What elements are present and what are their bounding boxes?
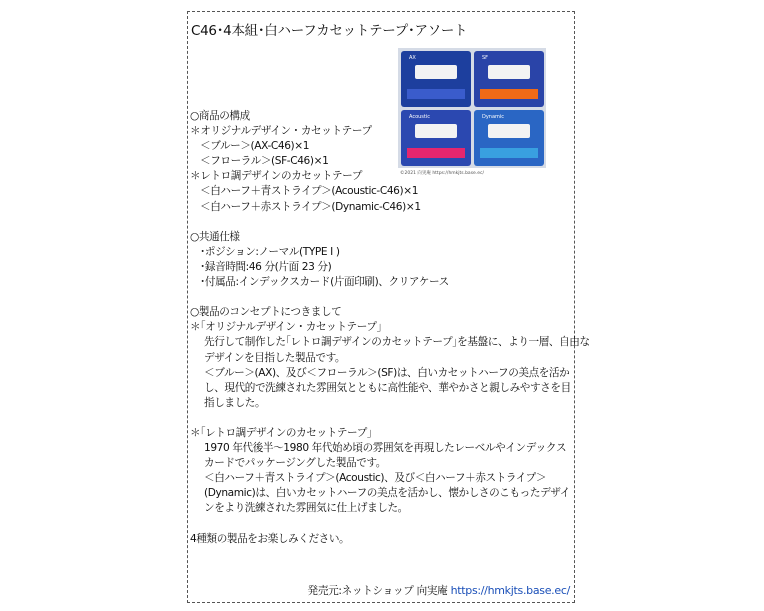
spec-accessories: ･付属品:インデックスカード(片面印刷)、クリアケース bbox=[200, 276, 449, 289]
spec-heading: ○共通仕様 bbox=[190, 230, 240, 243]
concept-retro-line: ＜白ハーフ＋青ストライプ＞(Acoustic)、及び＜白ハーフ＋赤ストライプ＞ bbox=[204, 472, 547, 485]
spec-recording-time: ･録音時間:46 分(片面 23 分) bbox=[200, 260, 332, 273]
spacer bbox=[190, 215, 574, 230]
item-floral: ＜フローラル＞(SF-C46)×1 bbox=[200, 155, 329, 168]
concept-retro-line: (Dynamic)は、白いカセットハーフの美点を活かし、懐かしさのこもったデザイ bbox=[204, 487, 570, 500]
description bbox=[190, 109, 590, 547]
concept-original-line: ＜ブルー＞(AX)、及び＜フローラル＞(SF)は、白いカセットハーフの美点を活か bbox=[204, 366, 570, 379]
seller-name: 発売元:ネットショップ 向実庵 bbox=[307, 585, 448, 597]
cassette-window bbox=[415, 65, 457, 79]
shop-url-link[interactable]: https://hmkjts.base.ec/ bbox=[450, 584, 570, 597]
cassette-label: SF bbox=[482, 55, 489, 61]
cassette-label: Dynamic bbox=[482, 114, 505, 120]
concept-retro-header: ＊｢レトロ調デザインのカセットテープ｣ bbox=[190, 426, 372, 439]
spacer bbox=[190, 290, 574, 305]
cassette-band bbox=[480, 89, 538, 99]
concept-original-line: し、現代的で洗練された雰囲気とともに高性能や、華やかさと親しみやすさを目 bbox=[204, 381, 571, 394]
concept-retro-line: カードでパッケージングした製品です。 bbox=[204, 457, 386, 470]
cassette-label: Acoustic bbox=[409, 114, 431, 120]
cassette-window bbox=[488, 65, 530, 79]
concept-retro-line: ンをより洗練された雰囲気に仕上げました。 bbox=[204, 502, 408, 515]
seller-footer bbox=[308, 583, 570, 598]
item-dynamic: ＜白ハーフ＋赤ストライプ＞(Dynamic-C46)×1 bbox=[200, 200, 421, 213]
item-blue: ＜ブルー＞(AX-C46)×1 bbox=[200, 140, 310, 153]
concept-original-header: ＊｢オリジナルデザイン・カセットテープ｣ bbox=[190, 321, 382, 334]
composition-heading: ○商品の構成 bbox=[190, 110, 250, 122]
spacer bbox=[190, 411, 574, 426]
spacer bbox=[190, 517, 574, 532]
cassette-band bbox=[407, 89, 465, 99]
retro-series-header: ＊レトロ調デザインのカセットテープ bbox=[190, 170, 363, 183]
spec-position: ･ポジション:ノーマル(TYPE I ) bbox=[200, 245, 340, 258]
page-title: C46･4本組･白ハーフカセットテープ･アソート bbox=[191, 23, 468, 39]
concept-retro-line: 1970 年代後半～1980 年代始め頃の雰囲気を再現したレーベルやインデックス bbox=[204, 442, 567, 455]
closing-message: 4種類の製品をお楽しみください。 bbox=[190, 532, 350, 545]
blue-ax-cassette bbox=[401, 51, 471, 107]
product-card bbox=[187, 11, 590, 603]
original-series-header: ＊オリジナルデザイン・カセットテープ bbox=[190, 125, 372, 138]
item-acoustic: ＜白ハーフ＋青ストライプ＞(Acoustic-C46)×1 bbox=[200, 185, 419, 198]
orange-sf-cassette bbox=[474, 51, 544, 107]
concept-original-line: デザインを目指した製品です。 bbox=[204, 351, 346, 364]
concept-original-line: 指しました。 bbox=[204, 396, 266, 409]
cassette-label: AX bbox=[409, 55, 416, 61]
photo-credit: ©2021 向実庵 https://hmkjts.base.ec/ bbox=[400, 171, 484, 176]
concept-original-line: 先行して制作した｢レトロ調デザインのカセットテープ｣を基盤に、より一層、自由な bbox=[204, 336, 590, 349]
concept-heading: ○製品のコンセプトにつきまして bbox=[190, 306, 342, 319]
